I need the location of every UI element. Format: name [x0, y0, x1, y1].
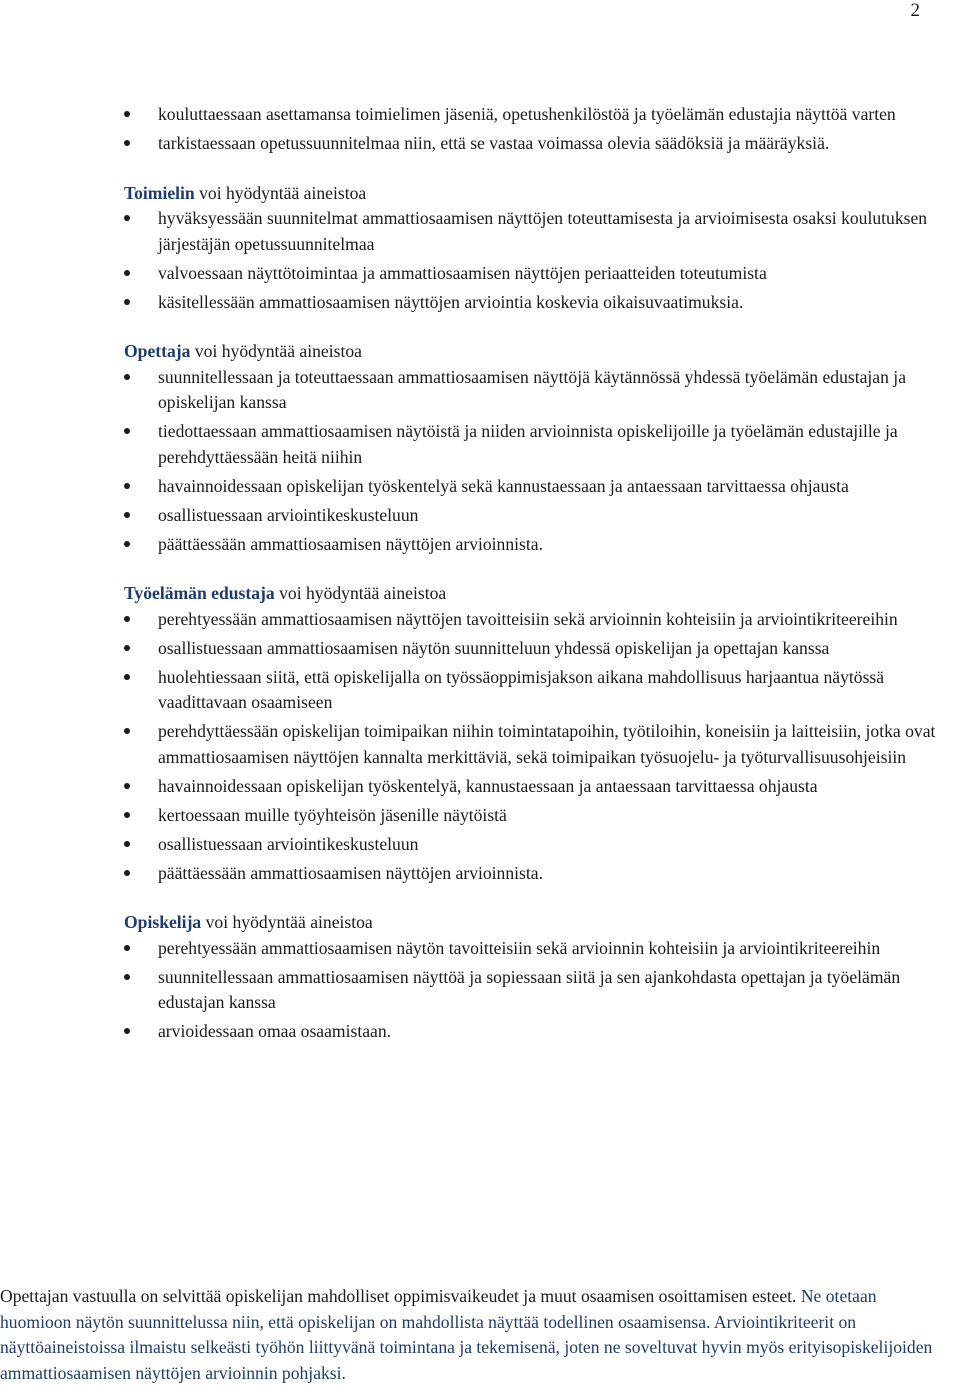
list-item: tiedottaessaan ammattiosaamisen näytöistä ja niiden arvioinnista opiskelijoille ja työelämän edustajille ja perehdyttäessään heitä niihin: [124, 419, 946, 470]
list-item: hyväksyessään suunnitelmat ammattiosaamisen näyttöjen toteuttamisesta ja arvioimisesta osaksi koulutuksen järjestäjän opetussuunnitelmaa: [124, 206, 946, 257]
list-item: tarkistaessaan opetussuunnitelmaa niin, että se vastaa voimassa olevia säädöksiä ja määräyksiä.: [124, 131, 946, 157]
role-title: Toimielin: [124, 182, 195, 203]
list-item: kertoessaan muille työyhteisön jäsenille näytöistä: [124, 803, 946, 829]
list-item: arvioidessaan omaa osaamistaan.: [124, 1019, 946, 1045]
section-heading: [124, 581, 946, 607]
heading-suffix: voi hyödyntää aineistoa: [201, 912, 373, 932]
closing-text-highlight: Ne otetaan huomioon näytön suunnittelussa niin, että opiskelijan on mahdollista näyttää todellinen osaamisensa. Arviointikriteerit on näyttöaineistoissa ilmaistu selkeästi työhön liittyvänä toimintana ja tekemisenä, joten ne soveltuvat hyvin myös erityisopiskelijoiden ammattiosaamisen näyttöjen arvioinnin pohjaksi.: [0, 1286, 933, 1383]
list-item: osallistuessaan arviointikeskusteluun: [124, 503, 946, 529]
bullet-list: [124, 365, 946, 558]
list-item: päättäessään ammattiosaamisen näyttöjen arvioinnista.: [124, 532, 946, 558]
section-heading: [124, 910, 946, 936]
list-item: osallistuessaan arviointikeskusteluun: [124, 832, 946, 858]
heading-suffix: voi hyödyntää aineistoa: [274, 583, 447, 603]
list-item: huolehtiessaan siitä, että opiskelijalla on työssäoppimisjakson aikana mahdollisuus harjaantua näytössä vaadittavaan osaamiseen: [124, 665, 946, 716]
document-body: [124, 102, 946, 1048]
list-item: suunnitellessaan ja toteuttaessaan ammattiosaamisen näyttöjä käytännössä yhdessä työelämän edustajan ja opiskelijan kanssa: [124, 365, 946, 416]
list-item: osallistuessaan ammattiosaamisen näytön suunnitteluun yhdessä opiskelijan ja opettajan kanssa: [124, 636, 946, 662]
bullet-list: [124, 607, 946, 887]
list-item: suunnitellessaan ammattiosaamisen näyttöä ja sopiessaan siitä ja sen ajankohdasta opettajan ja työelämän edustajan kanssa: [124, 965, 946, 1016]
list-item: perehdyttäessään opiskelijan toimipaikan niihin toimintatapoihin, työtiloihin, koneisiin ja laitteisiin, jotka ovat ammattiosaamisen näyttöjen kannalta merkittäviä, sekä toimipaikan työsuojelu- ja työturvallisuusohjeisiin: [124, 719, 946, 770]
section-tyoelaman-edustaja: [124, 581, 946, 886]
list-item: kouluttaessaan asettamansa toimielimen jäseniä, opetushenkilöstöä ja työelämän edustajia näyttöä varten: [124, 102, 946, 128]
list-item: perehtyessään ammattiosaamisen näyttöjen tavoitteisiin sekä arvioinnin kohteisiin ja arviointikriteereihin: [124, 607, 946, 633]
role-title: Opettaja: [124, 341, 191, 361]
section-opiskelija: [124, 910, 946, 1045]
list-item: havainnoidessaan opiskelijan työskentelyä, kannustaessaan ja antaessaan tarvittaessa ohjausta: [124, 774, 946, 800]
intro-list: [124, 102, 946, 157]
list-item: päättäessään ammattiosaamisen näyttöjen arvioinnista.: [124, 861, 946, 887]
heading-suffix: voi hyödyntää aineistoa: [194, 182, 367, 203]
section-heading: [124, 181, 946, 207]
list-item: perehtyessään ammattiosaamisen näytön tavoitteisiin sekä arvioinnin kohteisiin ja arviointikriteereihin: [124, 936, 946, 962]
list-item: havainnoidessaan opiskelijan työskentelyä sekä kannustaessaan ja antaessaan tarvittaessa ohjausta: [124, 474, 946, 500]
section-opettaja: [124, 339, 946, 557]
list-item: valvoessaan näyttötoimintaa ja ammattiosaamisen näyttöjen periaatteiden toteutumista: [124, 261, 946, 287]
role-title: Opiskelija: [124, 912, 202, 932]
role-title: Työelämän edustaja: [124, 583, 275, 603]
section-toimielin: [124, 181, 946, 316]
section-heading: [124, 339, 946, 365]
bullet-list: [124, 206, 946, 315]
closing-text: Opettajan vastuulla on selvittää opiskelijan mahdolliset oppimisvaikeudet ja muut osaamisen osoittamisen esteet.: [0, 1286, 801, 1306]
bullet-list: [124, 936, 946, 1045]
page-number: 2: [910, 0, 920, 21]
list-item: käsitellessään ammattiosaamisen näyttöjen arviointia koskevia oikaisuvaatimuksia.: [124, 290, 946, 316]
closing-paragraph: [0, 1284, 940, 1386]
heading-suffix: voi hyödyntää aineistoa: [190, 341, 362, 361]
